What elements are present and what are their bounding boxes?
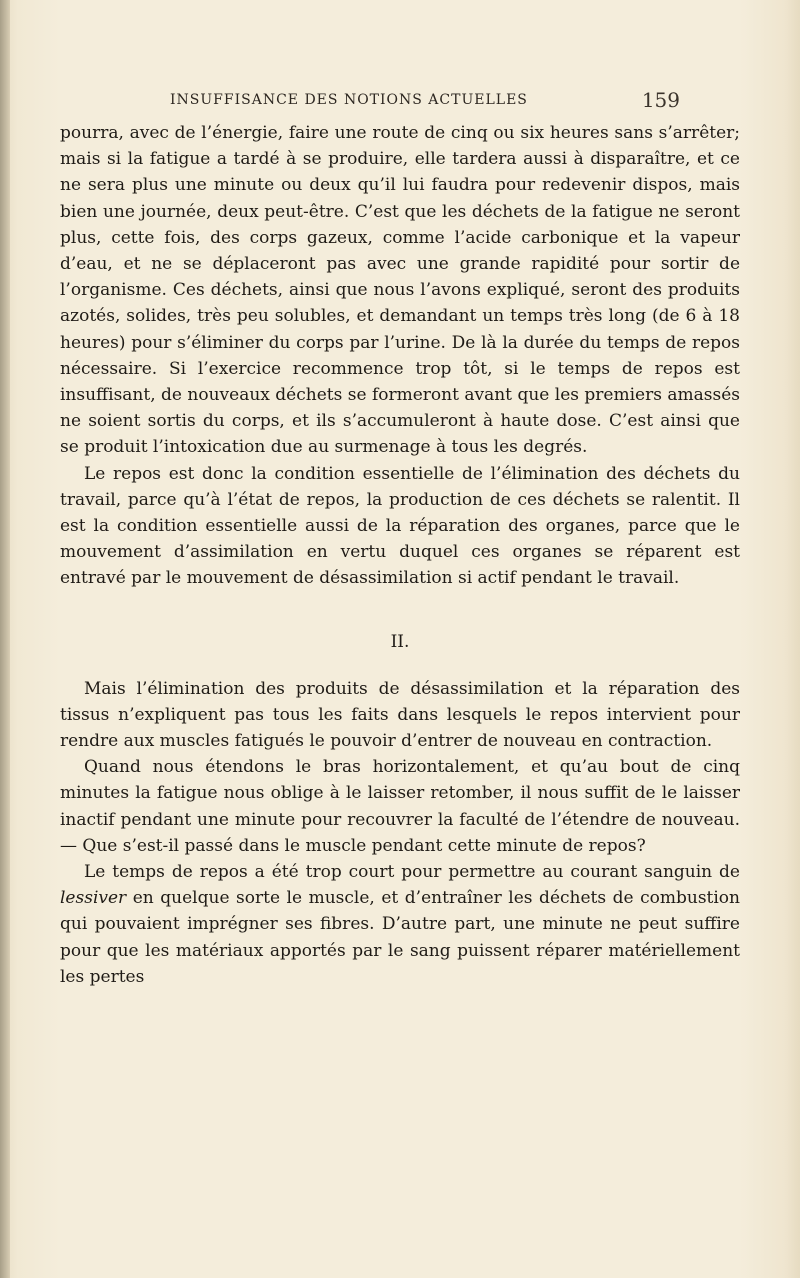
page-number: 159	[641, 88, 680, 112]
paragraph-continued: pourra, avec de l’énergie, faire une route de cinq ou six heures sans s’arrêter; mais si la fatigue a tardé à se produire, elle tardera aussi à disparaître, et ce ne sera plus une minute ou deux qu’il lui faudra pour redevenir dispos, mais bien une journée, deux peut-être. C’est que les déchets de la fatigue ne seront plus, cette fois, des corps gazeux, comme l’acide carbonique et la vapeur d’eau, et ne se déplaceront pas avec une grande rapidité pour sortir de l’organisme. Ces déchets, ainsi que nous l’avons expliqué, seront des produits azotés, solides, très peu solubles, et demandant un temps très long (de 6 à 18 heures) pour s’éliminer du corps par l’urine. De là la durée du temps de repos nécessaire. Si l’exercice recommence trop tôt, si le temps de repos est insuffisant, de nouveaux déchets se formeront avant que les premiers amassés ne soient sortis du corps, et ils s’accumuleront à haute dose. C’est ainsi que se produit l’intoxication due au surmenage à tous les degrés.	[60, 123, 740, 458]
binding-edge	[0, 0, 10, 1278]
running-title: INSUFFISANCE DES NOTIONS ACTUELLES	[170, 92, 528, 108]
paragraph-last	[60, 859, 740, 990]
paragraph: Quand nous étendons le bras horizontalement, et qu’au bout de cinq minutes la fatigue nous oblige à le laisser retomber, il nous suffit de le laisser inactif pendant une minute pour recouvrer la faculté de l’étendre de nouveau. — Que s’est-il passé dans le muscle pendant cette minute de repos?	[60, 757, 740, 856]
paragraph-text: Le temps de repos a été trop court pour permettre au courant sanguin de	[84, 862, 740, 883]
paragraph: Le repos est donc la condition essentielle de l’élimination des déchets du travail, parce qu’à l’état de repos, la production de ces déchets se ralentit. Il est la condition essentielle aussi de la réparation des organes, parce que le mouvement d’assimilation en vertu duquel ces organes se réparent est entravé par le mouvement de désassimilation si actif pendant le travail.	[60, 463, 740, 589]
emphasized-word: lessiver	[60, 888, 127, 909]
page-header	[170, 88, 680, 116]
body-text	[60, 120, 740, 990]
section-heading: II.	[390, 631, 410, 652]
paragraph-text: en quelque sorte le muscle, et d’entraîner les déchets de combustion qui pouvaient imprégner ses fibres. D’autre part, une minute ne peut suffire pour que les matériaux apportés par le sang puissent réparer matériellement les pertes	[60, 888, 740, 987]
paragraph: Mais l’élimination des produits de désassimilation et la réparation des tissus n’expliquent pas tous les faits dans lesquels le repos intervient pour rendre aux muscles fatigués le pouvoir d’entrer de nouveau en contraction.	[60, 678, 740, 752]
